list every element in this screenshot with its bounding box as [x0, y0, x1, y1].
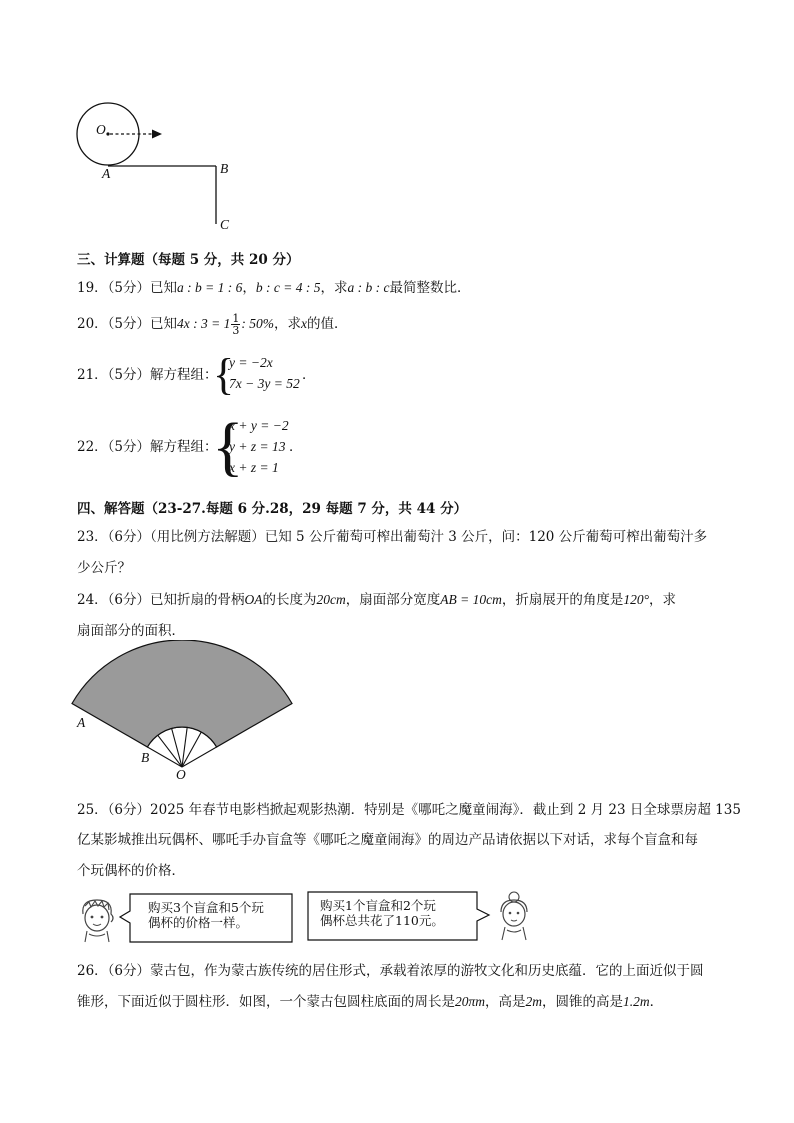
- fan-label-o: O: [176, 767, 186, 782]
- q21-eq2: 7x − 3y = 52: [229, 376, 300, 391]
- question-24-line2: 扇面部分的面积．: [77, 623, 185, 639]
- question-26-line2: 锥形，下面近似于圆柱形．如图，一个蒙古包圆柱底面的周长是20πm，高是2m，圆锥的高是1.2m．: [77, 994, 664, 1010]
- direction-arrowhead: [152, 130, 162, 139]
- section-4-title: 四、解答题（23-27.每题 6 分.28，29 每题 7 分，共 44 分）: [77, 501, 468, 517]
- fan-label-b: B: [141, 750, 150, 765]
- brace-q22: {: [212, 410, 244, 483]
- fan-rib-left: [147, 747, 182, 767]
- left-bubble-line1: 购买3个盲盒和5个玩: [148, 900, 264, 915]
- question-22-label: 22．（5分）解方程组：: [77, 439, 218, 455]
- q22-eq2: y + z = 13: [229, 439, 286, 454]
- circle-center-dot: [106, 132, 109, 135]
- question-26-line1: 26．（6分）蒙古包，作为蒙古族传统的居住形式，承载着浓厚的游牧文化和历史底蕴．它的上面近似于圆: [77, 963, 704, 979]
- fan-rib-2: [158, 735, 182, 767]
- question-24-line1: 24．（6分）已知折扇的骨柄OA的长度为20cm，扇面部分宽度AB = 10cm，折扇展开的角度是120°，求: [77, 592, 677, 608]
- question-19: 19．（5分）已知a : b = 1 : 6，b : c = 4 : 5，求a : b : c最简整数比．: [77, 280, 471, 296]
- q21-tail: ．: [302, 367, 316, 383]
- question-25-line3: 个玩偶杯的价格．: [77, 863, 185, 879]
- question-25-line2: 亿某影城推出玩偶杯、哪吒手办盲盒等《哪吒之魔童闹海》的周边产品请依据以下对话，求每个盲盒和每: [77, 832, 698, 848]
- girl-avatar: [494, 890, 534, 942]
- label-b: B: [220, 161, 229, 176]
- question-23-line1: 23．（6分）（用比例方法解题）已知 5 公斤葡萄可榨出葡萄汁 3 公斤，问：120 公斤葡萄可榨出葡萄汁多: [77, 529, 708, 545]
- fan-shaded-region: [72, 640, 292, 747]
- label-c: C: [220, 217, 230, 232]
- q22-eq3: x + z = 1: [229, 460, 279, 475]
- fan-rib-4: [182, 727, 187, 767]
- fan-label-a: A: [77, 715, 86, 730]
- label-a: A: [102, 166, 111, 181]
- q22-tail: ．: [289, 439, 303, 455]
- brace-q21: {: [213, 350, 235, 399]
- boy-avatar: [75, 896, 119, 944]
- folding-fan-figure: [70, 640, 330, 775]
- q21-eq1: y = −2x: [229, 355, 273, 370]
- question-23-line2: 少公斤？: [77, 560, 131, 576]
- left-bubble-line2: 偶杯的价格一样。: [148, 915, 249, 930]
- question-20: 20．（5分）已知4x : 3 = 1 $\frac{1}{3}$ : 50%，求x的值．: [77, 312, 348, 337]
- q22-eq1: x + y = −2: [229, 418, 289, 433]
- fan-rib-3: [172, 728, 182, 767]
- question-21-label: 21．（5分）解方程组：: [77, 367, 218, 383]
- label-o: O: [96, 122, 106, 137]
- right-bubble-line2: 偶杯总共花了110元。: [320, 913, 444, 928]
- mixed-fraction: $\frac{1}{3}$: [232, 312, 240, 337]
- section-3-title: 三、计算题（每题 5 分，共 20 分）: [77, 252, 300, 268]
- question-25-line1: 25．（6分）2025 年春节电影档掀起观影热潮．特别是《哪吒之魔童闹海》．截止到 2 月 23 日全球票房超 135: [77, 802, 741, 818]
- right-bubble-line1: 购买1个盲盒和2个玩: [320, 898, 436, 913]
